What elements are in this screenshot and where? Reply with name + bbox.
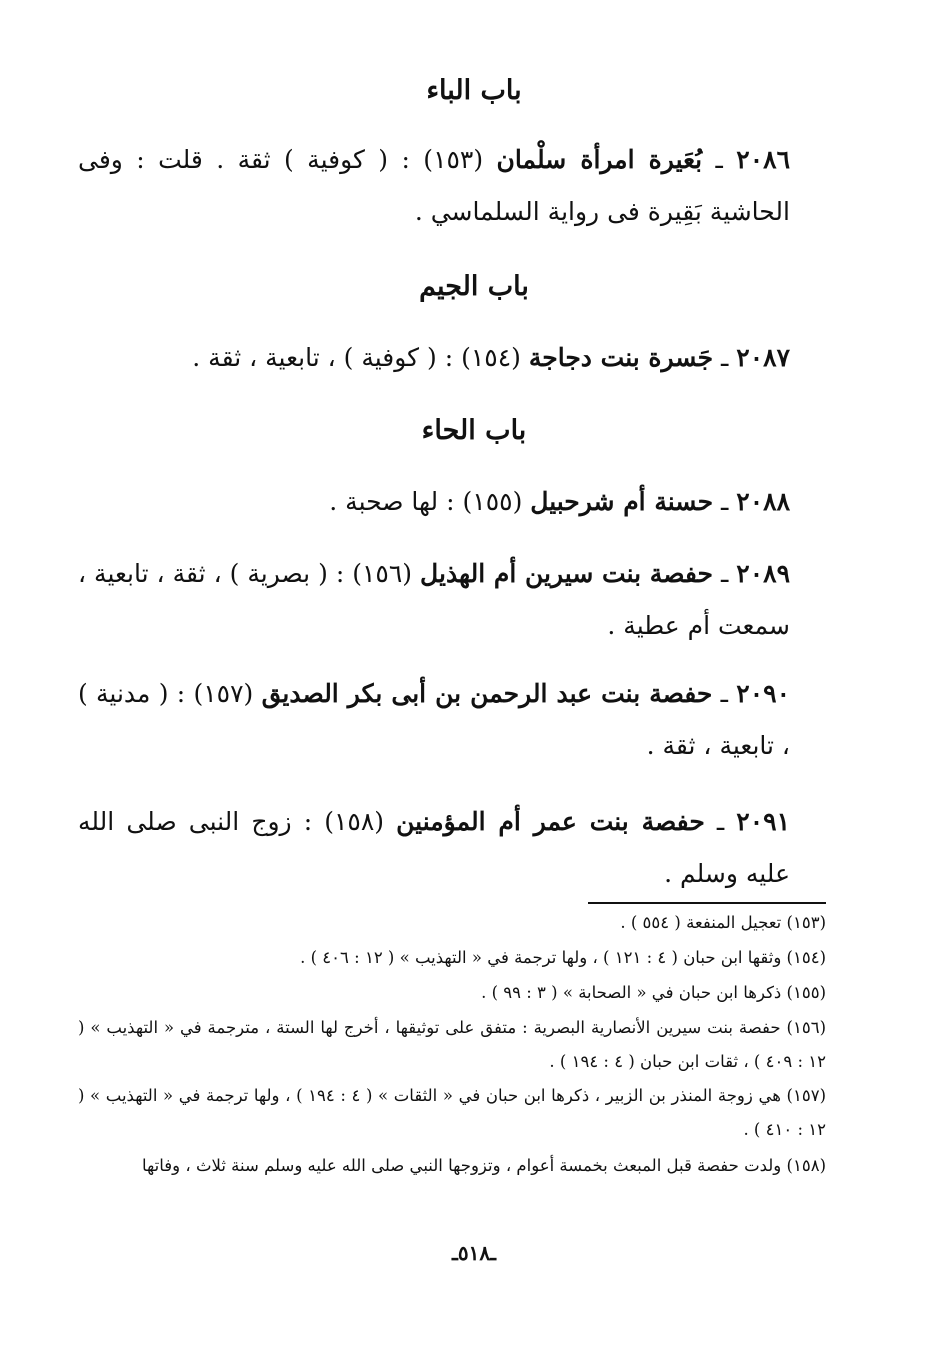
footnote-155: (١٥٥) ذكرها ابن حبان في « الصحابة » ( ٣ : ٩٩ ) .: [481, 983, 826, 1002]
entry-name: حفصة بنت عبد الرحمن بن أبى بكر الصديق: [261, 679, 713, 708]
entry-text: : لها صحبة .: [329, 487, 455, 516]
footnote-ref: (١٥٤): [461, 343, 521, 372]
entry-text: : زوج النبى صلى الله عليه وسلم .: [78, 807, 790, 888]
entry-name: جَسرة بنت دجاجة: [528, 343, 714, 372]
entry-name: حفصة بنت سيرين أم الهذيل: [420, 559, 713, 588]
footnote-154: (١٥٤) وثقها ابن حبان ( ٤ : ١٢١ ) ، ولها ترجمة في « التهذيب » ( ١٢ : ٤٠٦ ) .: [300, 948, 826, 967]
entry-name: حسنة أم شرحبيل: [530, 487, 714, 516]
entry-2090: ٢٠٩٠ ـ حفصة بنت عبد الرحمن بن أبى بكر الصديق (١٥٧) : ( مدنية ) ، تابعية ، ثقة .: [78, 679, 790, 760]
entry-name: بُعَيرة امرأة سلْمان: [496, 145, 703, 174]
entry-text: : ( كوفية ) ثقة . قلت : وفى الحاشية بَقِيرة فى رواية السلماسي .: [78, 145, 790, 226]
entry-2089: ٢٠٨٩ ـ حفصة بنت سيرين أم الهذيل (١٥٦) : ( بصرية ) ، ثقة ، تابعية ، سمعت أم عطية .: [78, 559, 790, 640]
entry-text: : ( بصرية ) ، ثقة ، تابعية ، سمعت أم عطية .: [78, 559, 790, 640]
entry-number: ٢٠٨٨: [736, 487, 790, 516]
page-number: ـ٥١٨ـ: [452, 1241, 496, 1265]
footnote-158: (١٥٨) ولدت حفصة قبل المبعث بخمسة أعوام ، وتزوجها النبي صلى الله عليه وسلم سنة ثلاث ، وفاتها: [142, 1156, 826, 1175]
footnote-ref: (١٥٦): [352, 559, 413, 588]
entry-number: ٢٠٩٠: [736, 679, 790, 708]
footnote-ref: (١٥٧): [193, 679, 254, 708]
footnote-153: (١٥٣) تعجيل المنفعة ( ٥٥٤ ) .: [620, 913, 826, 932]
entry-name: حفصة بنت عمر أم المؤمنين: [396, 807, 705, 836]
footnote-divider: [588, 902, 826, 904]
section-heading-jim: باب الجيم: [419, 271, 529, 302]
entry-2088: ٢٠٨٨ ـ حسنة أم شرحبيل (١٥٥) : لها صحبة .: [329, 487, 790, 516]
footnote-ref: (١٥٣): [423, 145, 484, 174]
footnote-ref: (١٥٨): [324, 807, 385, 836]
entry-number: ٢٠٨٧: [736, 343, 790, 372]
entry-number: ٢٠٩١: [736, 807, 791, 836]
footnote-ref: (١٥٥): [462, 487, 523, 516]
entry-text: : ( مدنية ) ، تابعية ، ثقة .: [78, 679, 790, 760]
entry-number: ٢٠٨٦: [736, 145, 790, 174]
entry-2086: ٢٠٨٦ ـ بُعَيرة امرأة سلْمان (١٥٣) : ( كوفية ) ثقة . قلت : وفى الحاشية بَقِيرة فى رواية السلماسي .: [78, 145, 790, 226]
footnote-157: (١٥٧) هي زوجة المنذر بن الزبير ، ذكرها ابن حبان في « الثقات » ( ٤ : ١٩٤ ) ، ولها ترجمة في « التهذيب » ( ١٢ : ٤١٠ ) .: [78, 1086, 826, 1139]
section-heading-ba: باب الباء: [426, 75, 522, 106]
section-heading-ha: باب الحاء: [421, 415, 527, 446]
entry-number: ٢٠٨٩: [736, 559, 790, 588]
footnote-156: (١٥٦) حفصة بنت سيرين الأنصارية البصرية : متفق على توثيقها ، أخرج لها الستة ، مترجمة في « التهذيب » ( ١٢ : ٤٠٩ ) ، ثقات ابن حبان ( ٤ : ١٩٤ ) .: [78, 1018, 826, 1071]
entry-2091: ٢٠٩١ ـ حفصة بنت عمر أم المؤمنين (١٥٨) : زوج النبى صلى الله عليه وسلم .: [78, 807, 791, 888]
entry-2087: ٢٠٨٧ ـ جَسرة بنت دجاجة (١٥٤) : ( كوفية ) ، تابعية ، ثقة .: [192, 343, 790, 372]
entry-text: : ( كوفية ) ، تابعية ، ثقة .: [192, 343, 454, 372]
